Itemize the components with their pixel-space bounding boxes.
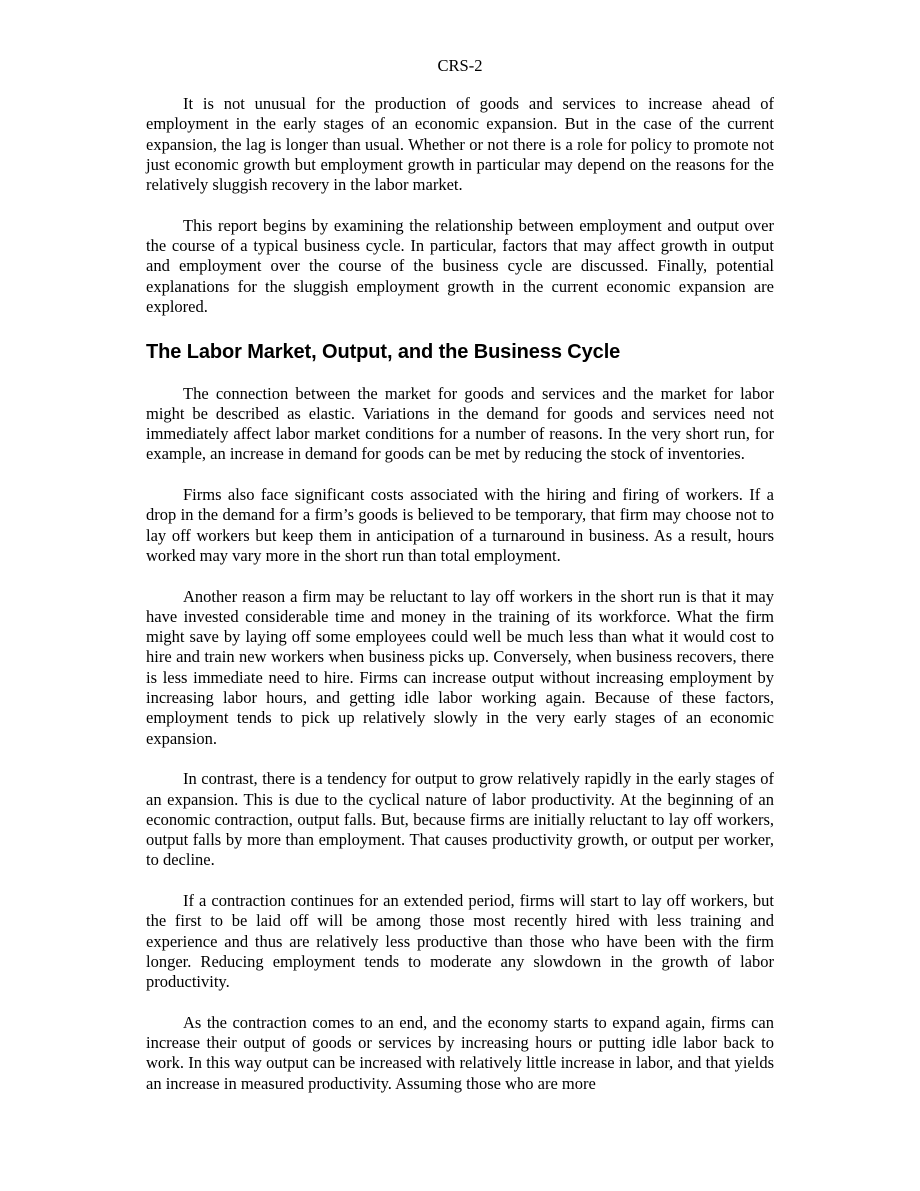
section-paragraph: Firms also face significant costs associated with the hiring and firing of workers. If a drop in the demand for a firm’s goods is believed to be temporary, that firm may choose not to lay off workers but keep them in anticipation of a turnaround in business. As a result, hours worked may vary more in the short run than total employment. <box>146 485 774 565</box>
intro-paragraph: It is not unusual for the production of goods and services to increase ahead of employment in the early stages of an economic expansion. But in the case of the current expansion, the lag is longer than usual. Whether or not there is a role for policy to promote not just economic growth but employment growth in particular may depend on the reasons for the relatively sluggish recovery in the labor market. <box>146 94 774 195</box>
section-paragraph: In contrast, there is a tendency for output to grow relatively rapidly in the early stages of an expansion. This is due to the cyclical nature of labor productivity. At the beginning of an economic contraction, output falls. But, because firms are initially reluctant to lay off workers, output falls by more than employment. That causes productivity growth, or output per worker, to decline. <box>146 769 774 870</box>
section-paragraph: The connection between the market for goods and services and the market for labor might be described as elastic. Variations in the demand for goods and services need not immediately affect labor market conditions for a number of reasons. In the very short run, for example, an increase in demand for goods can be met by reducing the stock of inventories. <box>146 383 774 464</box>
section-paragraph: Another reason a firm may be reluctant to lay off workers in the short run is that it may have invested considerable time and money in the training of its workforce. What the firm might save by laying off some employees could well be much less than what it would cost to hire and train new workers when business picks up. Conversely, when business recovers, there is less immediate need to hire. Firms can increase output without increasing employment by increasing labor hours, and getting idle labor working again. Because of these factors, employment tends to pick up relatively slowly in the very early stages of an economic expansion. <box>146 586 774 748</box>
section-paragraph: If a contraction continues for an extended period, firms will start to lay off workers, but the first to be laid off will be among those most recently hired with less training and experience and thus are relatively less productive than those who have been with the firm longer. Reducing employment tends to moderate any slowdown in the growth of labor productivity. <box>146 890 774 992</box>
page-header: CRS-2 <box>437 56 483 75</box>
section-paragraph: As the contraction comes to an end, and the economy starts to expand again, firms can increase their output of goods or services by increasing hours or putting idle labor back to work. In this way output can be increased with relatively little increase in labor, and that yields an increase in measured productivity. Assuming those who are more <box>146 1012 774 1093</box>
intro-paragraph: This report begins by examining the relationship between employment and output over the course of a typical business cycle. In particular, factors that may affect growth in output and employment over the course of the business cycle are discussed. Finally, potential explanations for the sluggish employment growth in the current economic expansion are explored. <box>146 215 774 316</box>
document-body <box>146 94 774 1114</box>
section-heading: The Labor Market, Output, and the Business Cycle <box>146 340 621 363</box>
